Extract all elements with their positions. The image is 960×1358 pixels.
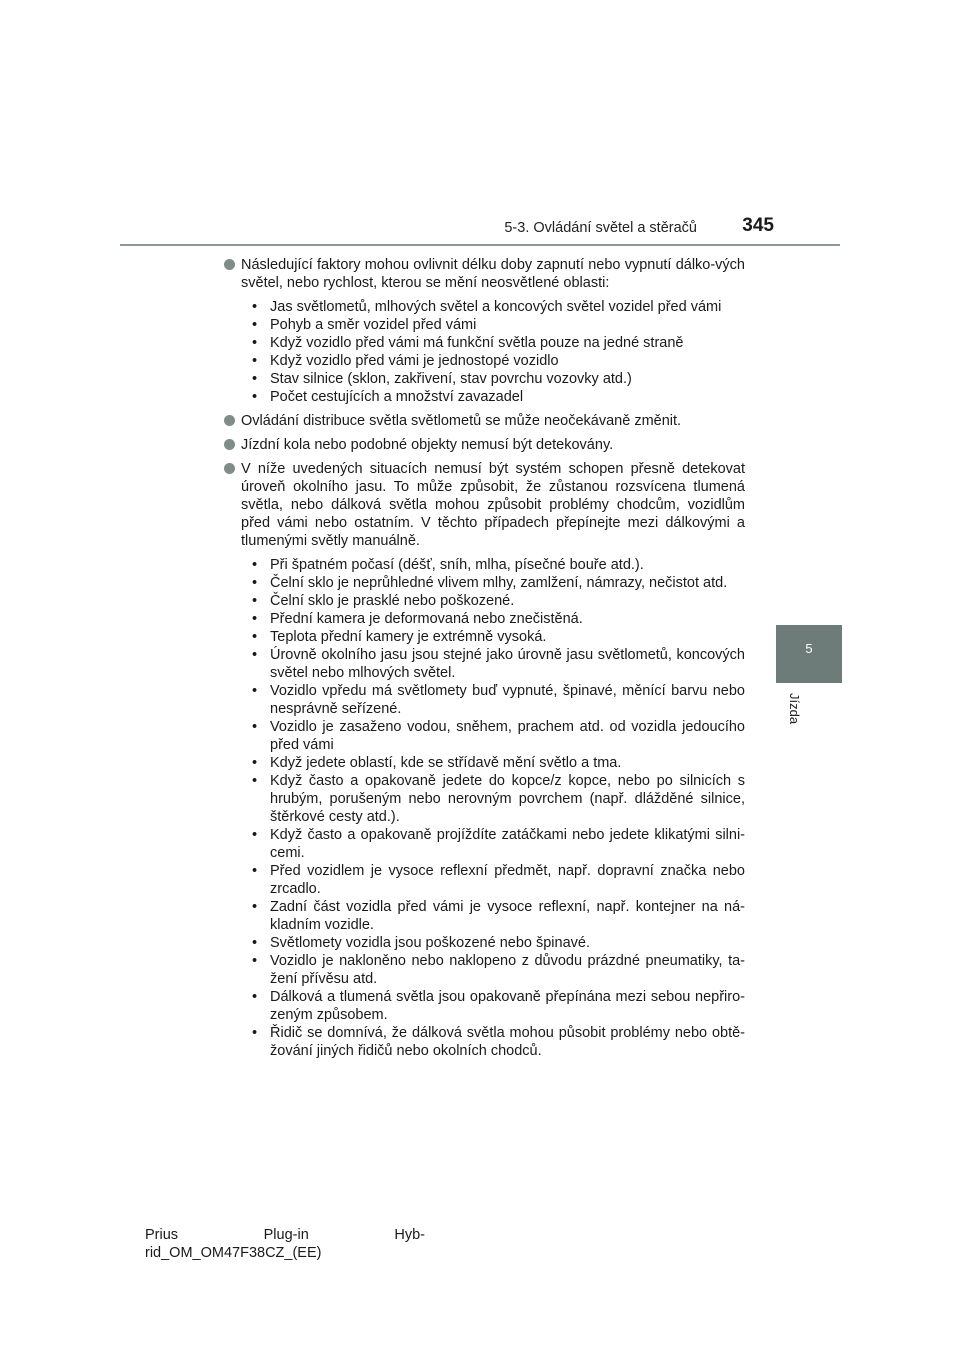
chapter-label-wrap (786, 693, 802, 743)
chapter-number: 5 (805, 641, 813, 656)
list-item: • Když jedete oblastí, kde se střídavě mění světlo a tma. (248, 754, 745, 772)
list-item: • Stav silnice (sklon, zakřivení, stav povrchu vozovky atd.) (248, 370, 745, 388)
list-item: • Dálková a tlumená světla jsou opakovaně přepínána mezi sebou nepřiro-zeným způsobem. (248, 988, 745, 1024)
list-item: • Vozidlo je zasaženo vodou, sněhem, prachem atd. od vozidla jedoucího před vámi (248, 718, 745, 754)
list-item: • Přední kamera je deformovaná nebo znečistěná. (248, 610, 745, 628)
list-item: • Jas světlometů, mlhových světel a koncových světel vozidel před vámi (248, 298, 745, 316)
list-item: • Pohyb a směr vozidel před vámi (248, 316, 745, 334)
page-header (120, 216, 840, 246)
footer-code: rid_OM_OM47F38CZ_(EE) (145, 1245, 322, 1261)
bullet-paragraph (224, 436, 745, 454)
footer-variant: Plug-in (263, 1227, 309, 1243)
list-item: • Když vozidlo před vámi má funkční světla pouze na jedné straně (248, 334, 745, 352)
bullet-dot-icon (224, 439, 235, 450)
bullet-paragraph (224, 412, 745, 430)
list-item: • Vozidlo je nakloněno nebo naklopeno z důvodu prázdné pneumatiky, ta-žení přívěsu atd. (248, 952, 745, 988)
bullet-paragraph (224, 460, 745, 1060)
list-item: • Vozidlo vpředu má světlomety buď vypnuté, špinavé, měnící barvu nebo nesprávně seřízené. (248, 682, 745, 718)
footer-model: Prius (145, 1227, 179, 1243)
list-item: • Světlomety vozidla jsou poškozené nebo špinavé. (248, 934, 745, 952)
list-item: • Zadní část vozidla před vámi je vysoce reflexní, např. kontejner na ná-kladním vozidle. (248, 898, 745, 934)
section-title: 5-3. Ovládání světel a stěračů (504, 220, 697, 236)
chapter-tab (776, 625, 842, 683)
bullet-text: Ovládání distribuce světla světlometů se může neočekávaně změnit. (241, 413, 682, 429)
bullet-dot-icon (224, 415, 235, 426)
page-number: 345 (742, 215, 774, 236)
bullet-text: Následující faktory mohou ovlivnit délku doby zapnutí nebo vypnutí dálko-vých světel, nebo rychlost, kterou se mění neosvětlené oblasti: (241, 257, 745, 291)
bullet-dot-icon (224, 463, 235, 474)
list-item: • Počet cestujících a množství zavazadel (248, 388, 745, 406)
footer-type: Hyb- (394, 1227, 425, 1243)
list-item: • Řidič se domnívá, že dálková světla mohou působit problémy nebo obtě-žování jiných řidičů nebo okolních chodců. (248, 1024, 745, 1060)
list-item: • Čelní sklo je prasklé nebo poškozené. (248, 592, 745, 610)
main-content (224, 256, 745, 1066)
chapter-label: Jízda (787, 693, 802, 725)
page-footer (145, 1226, 425, 1262)
list-item: • Čelní sklo je neprůhledné vlivem mlhy, zamlžení, námrazy, nečistot atd. (248, 574, 745, 592)
list-item: • Před vozidlem je vysoce reflexní předmět, např. dopravní značka nebo zrcadlo. (248, 862, 745, 898)
bullet-dot-icon (224, 259, 235, 270)
list-item: • Když vozidlo před vámi je jednostopé vozidlo (248, 352, 745, 370)
list-item: • Teplota přední kamery je extrémně vysoká. (248, 628, 745, 646)
bullet-paragraph (224, 256, 745, 406)
sub-list (241, 556, 745, 1060)
list-item: • Úrovně okolního jasu jsou stejné jako úrovně jasu světlometů, koncových světel nebo mlhových světel. (248, 646, 745, 682)
header-rule (120, 244, 840, 246)
list-item: • Při špatném počasí (déšť, sníh, mlha, písečné bouře atd.). (248, 556, 745, 574)
list-item: • Když často a opakovaně jedete do kopce/z kopce, nebo po silnicích s hrubým, porušeným nebo nerovným povrchem (např. dlážděné silnice, štěrkové cesty atd.). (248, 772, 745, 826)
list-item: • Když často a opakovaně projíždíte zatáčkami nebo jedete klikatými silni-cemi. (248, 826, 745, 862)
bullet-text: V níže uvedených situacích nemusí být systém schopen přesně detekovat úroveň okolního jasu. To může způsobit, že zůstanou rozsvícena tlumená světla, nebo dálková světla mohou způsobit problémy chodcům, vozidlům před vámi nebo ostatním. V těchto případech přepínejte mezi dálkovými a tlumenými světly manuálně. (241, 461, 745, 549)
sub-list (241, 298, 745, 406)
bullet-text: Jízdní kola nebo podobné objekty nemusí být detekovány. (241, 437, 614, 453)
